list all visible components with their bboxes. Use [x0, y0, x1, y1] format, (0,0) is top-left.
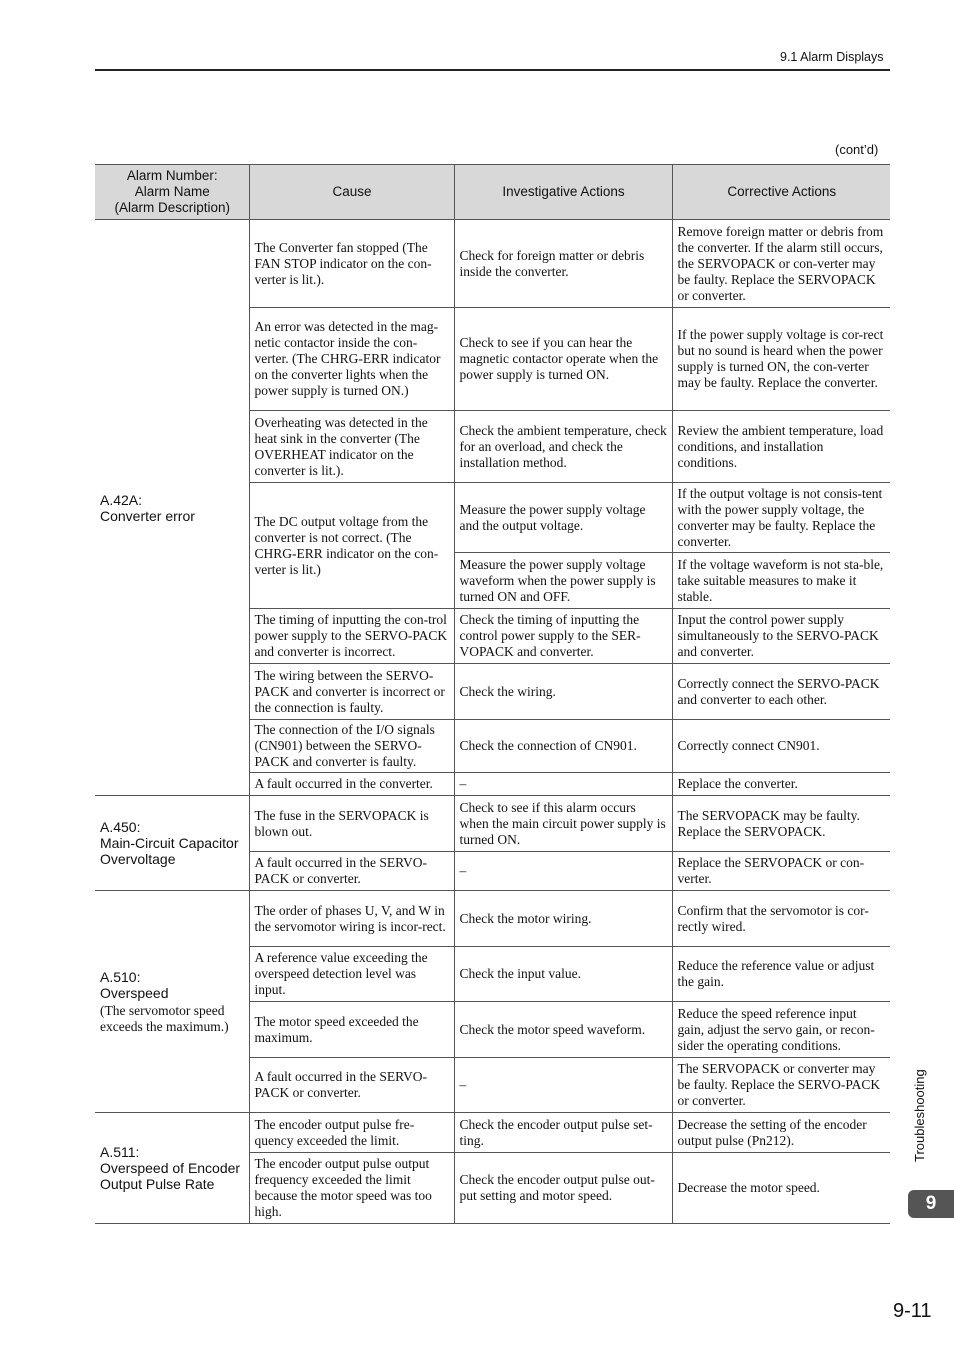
cause-cell: The timing of inputting the con-trol power supply to the SERVO-PACK and converter is incorrect.: [249, 609, 454, 664]
section-side-label: Troubleshooting: [912, 1069, 927, 1162]
cause-cell: The DC output voltage from the converter is not correct. (The CHRG-ERR indicator on the con-verter is lit.): [249, 483, 454, 609]
alarm-cell: [95, 220, 249, 796]
cause-cell: The fuse in the SERVOPACK is blown out.: [249, 796, 454, 852]
alarm-cell: [95, 891, 249, 1113]
investigative-action-cell: Check the motor speed waveform.: [454, 1002, 672, 1058]
cause-cell: A fault occurred in the converter.: [249, 773, 454, 796]
chapter-tab: 9: [908, 1190, 954, 1218]
alarm-description: (The servomotor speed exceeds the maximum.): [100, 1002, 229, 1034]
corrective-action-cell: Replace the converter.: [672, 773, 890, 796]
alarm-cell: [95, 1113, 249, 1224]
alarm-number: A.510:: [100, 968, 141, 985]
table-row: [95, 220, 890, 308]
investigative-action-cell: Check the ambient temperature, check for an overload, and check the installation method.: [454, 411, 672, 483]
alarm-cell: [95, 796, 249, 891]
running-header: 9.1 Alarm Displays: [780, 50, 884, 64]
cause-cell: The motor speed exceeded the maximum.: [249, 1002, 454, 1058]
alarm-number: A.450:: [100, 819, 141, 835]
corrective-action-cell: Reduce the reference value or adjust the gain.: [672, 947, 890, 1002]
corrective-action-cell: The SERVOPACK may be faulty. Replace the SERVOPACK.: [672, 796, 890, 852]
cause-cell: Overheating was detected in the heat sink in the converter (The OVERHEAT indicator on the converter is lit.).: [249, 411, 454, 483]
investigative-action-cell: Check to see if this alarm occurs when the main circuit power supply is turned ON.: [454, 796, 672, 852]
header-cause: Cause: [249, 165, 454, 220]
corrective-action-cell: If the power supply voltage is cor-rect but no sound is heard when the power supply is turned ON, the con-verter may be faulty. Replace the converter.: [672, 308, 890, 411]
continued-label: (cont’d): [835, 142, 879, 157]
cause-cell: A reference value exceeding the overspeed detection level was input.: [249, 947, 454, 1002]
cause-cell: The encoder output pulse fre-quency exceeded the limit.: [249, 1113, 454, 1153]
header-corrective: Corrective Actions: [672, 165, 890, 220]
table-row: [95, 891, 890, 947]
cause-cell: The Converter fan stopped (The FAN STOP indicator on the con-verter is lit.).: [249, 220, 454, 308]
investigative-action-cell: Measure the power supply voltage and the output voltage.: [454, 483, 672, 553]
investigative-action-cell: Measure the power supply voltage waveform when the power supply is turned ON and OFF.: [454, 553, 672, 609]
cause-cell: The encoder output pulse output frequency exceeded the limit because the motor speed was too high.: [249, 1153, 454, 1224]
cause-cell: The wiring between the SERVO-PACK and converter is incorrect or the connection is faulty.: [249, 664, 454, 720]
corrective-action-cell: Review the ambient temperature, load conditions, and installation conditions.: [672, 411, 890, 483]
corrective-action-cell: The SERVOPACK or converter may be faulty. Replace the SERVO-PACK or converter.: [672, 1058, 890, 1113]
corrective-action-cell: Reduce the speed reference input gain, adjust the servo gain, or recon-sider the operating conditions.: [672, 1002, 890, 1058]
corrective-action-cell: If the voltage waveform is not sta-ble, take suitable measures to make it stable.: [672, 553, 890, 609]
corrective-action-cell: Correctly connect the SERVO-PACK and converter to each other.: [672, 664, 890, 720]
page-number: 9-11: [893, 1300, 932, 1322]
cause-cell: The connection of the I/O signals (CN901) between the SERVO-PACK and converter is faulty.: [249, 720, 454, 773]
alarm-name: Converter error: [100, 507, 195, 524]
header-investigative: Investigative Actions: [454, 165, 672, 220]
investigative-action-cell: Check the encoder output pulse set-ting.: [454, 1113, 672, 1153]
header-rule: [95, 69, 890, 71]
cause-cell: The order of phases U, V, and W in the servomotor wiring is incor-rect.: [249, 891, 454, 947]
table-row: [95, 796, 890, 852]
investigative-action-cell: Check to see if you can hear the magnetic contactor operate when the power supply is turned ON.: [454, 308, 672, 411]
corrective-action-cell: If the output voltage is not consis-tent with the power supply voltage, the converter may be faulty. Replace the converter.: [672, 483, 890, 553]
alarm-name: Main-Circuit Capacitor Overvoltage: [100, 835, 239, 867]
investigative-action-cell: Check the input value.: [454, 947, 672, 1002]
investigative-action-cell: Check the timing of inputting the control power supply to the SER-VOPACK and converter.: [454, 609, 672, 664]
investigative-action-cell: –: [454, 773, 672, 796]
alarm-number: A.511:: [100, 1144, 140, 1160]
corrective-action-cell: Confirm that the servomotor is cor-rectly wired.: [672, 891, 890, 947]
corrective-action-cell: Correctly connect CN901.: [672, 720, 890, 773]
cause-cell: A fault occurred in the SERVO-PACK or converter.: [249, 852, 454, 891]
investigative-action-cell: –: [454, 1058, 672, 1113]
corrective-action-cell: Input the control power supply simultaneously to the SERVO-PACK and converter.: [672, 609, 890, 664]
alarm-table: [95, 164, 890, 1224]
corrective-action-cell: Decrease the motor speed.: [672, 1153, 890, 1224]
alarm-name: Overspeed of Encoder Output Pulse Rate: [100, 1160, 241, 1192]
header-alarm: Alarm Number: Alarm Name (Alarm Description): [95, 165, 249, 220]
cause-cell: A fault occurred in the SERVO-PACK or converter.: [249, 1058, 454, 1113]
investigative-action-cell: Check the motor wiring.: [454, 891, 672, 947]
corrective-action-cell: Remove foreign matter or debris from the converter. If the alarm still occurs, the SERVOPACK or con-verter may be faulty. Replace the SERVOPACK or converter.: [672, 220, 890, 308]
investigative-action-cell: Check for foreign matter or debris inside the converter.: [454, 220, 672, 308]
investigative-action-cell: Check the encoder output pulse out-put setting and motor speed.: [454, 1153, 672, 1224]
table-row: [95, 1113, 890, 1153]
corrective-action-cell: Decrease the setting of the encoder output pulse (Pn212).: [672, 1113, 890, 1153]
corrective-action-cell: Replace the SERVOPACK or con-verter.: [672, 852, 890, 891]
cause-cell: An error was detected in the mag-netic contactor inside the con-verter. (The CHRG-ERR indicator on the converter lights when the power supply is turned ON.): [249, 308, 454, 411]
investigative-action-cell: Check the wiring.: [454, 664, 672, 720]
alarm-number: A.42A:: [100, 491, 143, 508]
alarm-name: Overspeed: [100, 984, 169, 1001]
investigative-action-cell: Check the connection of CN901.: [454, 720, 672, 773]
investigative-action-cell: –: [454, 852, 672, 891]
